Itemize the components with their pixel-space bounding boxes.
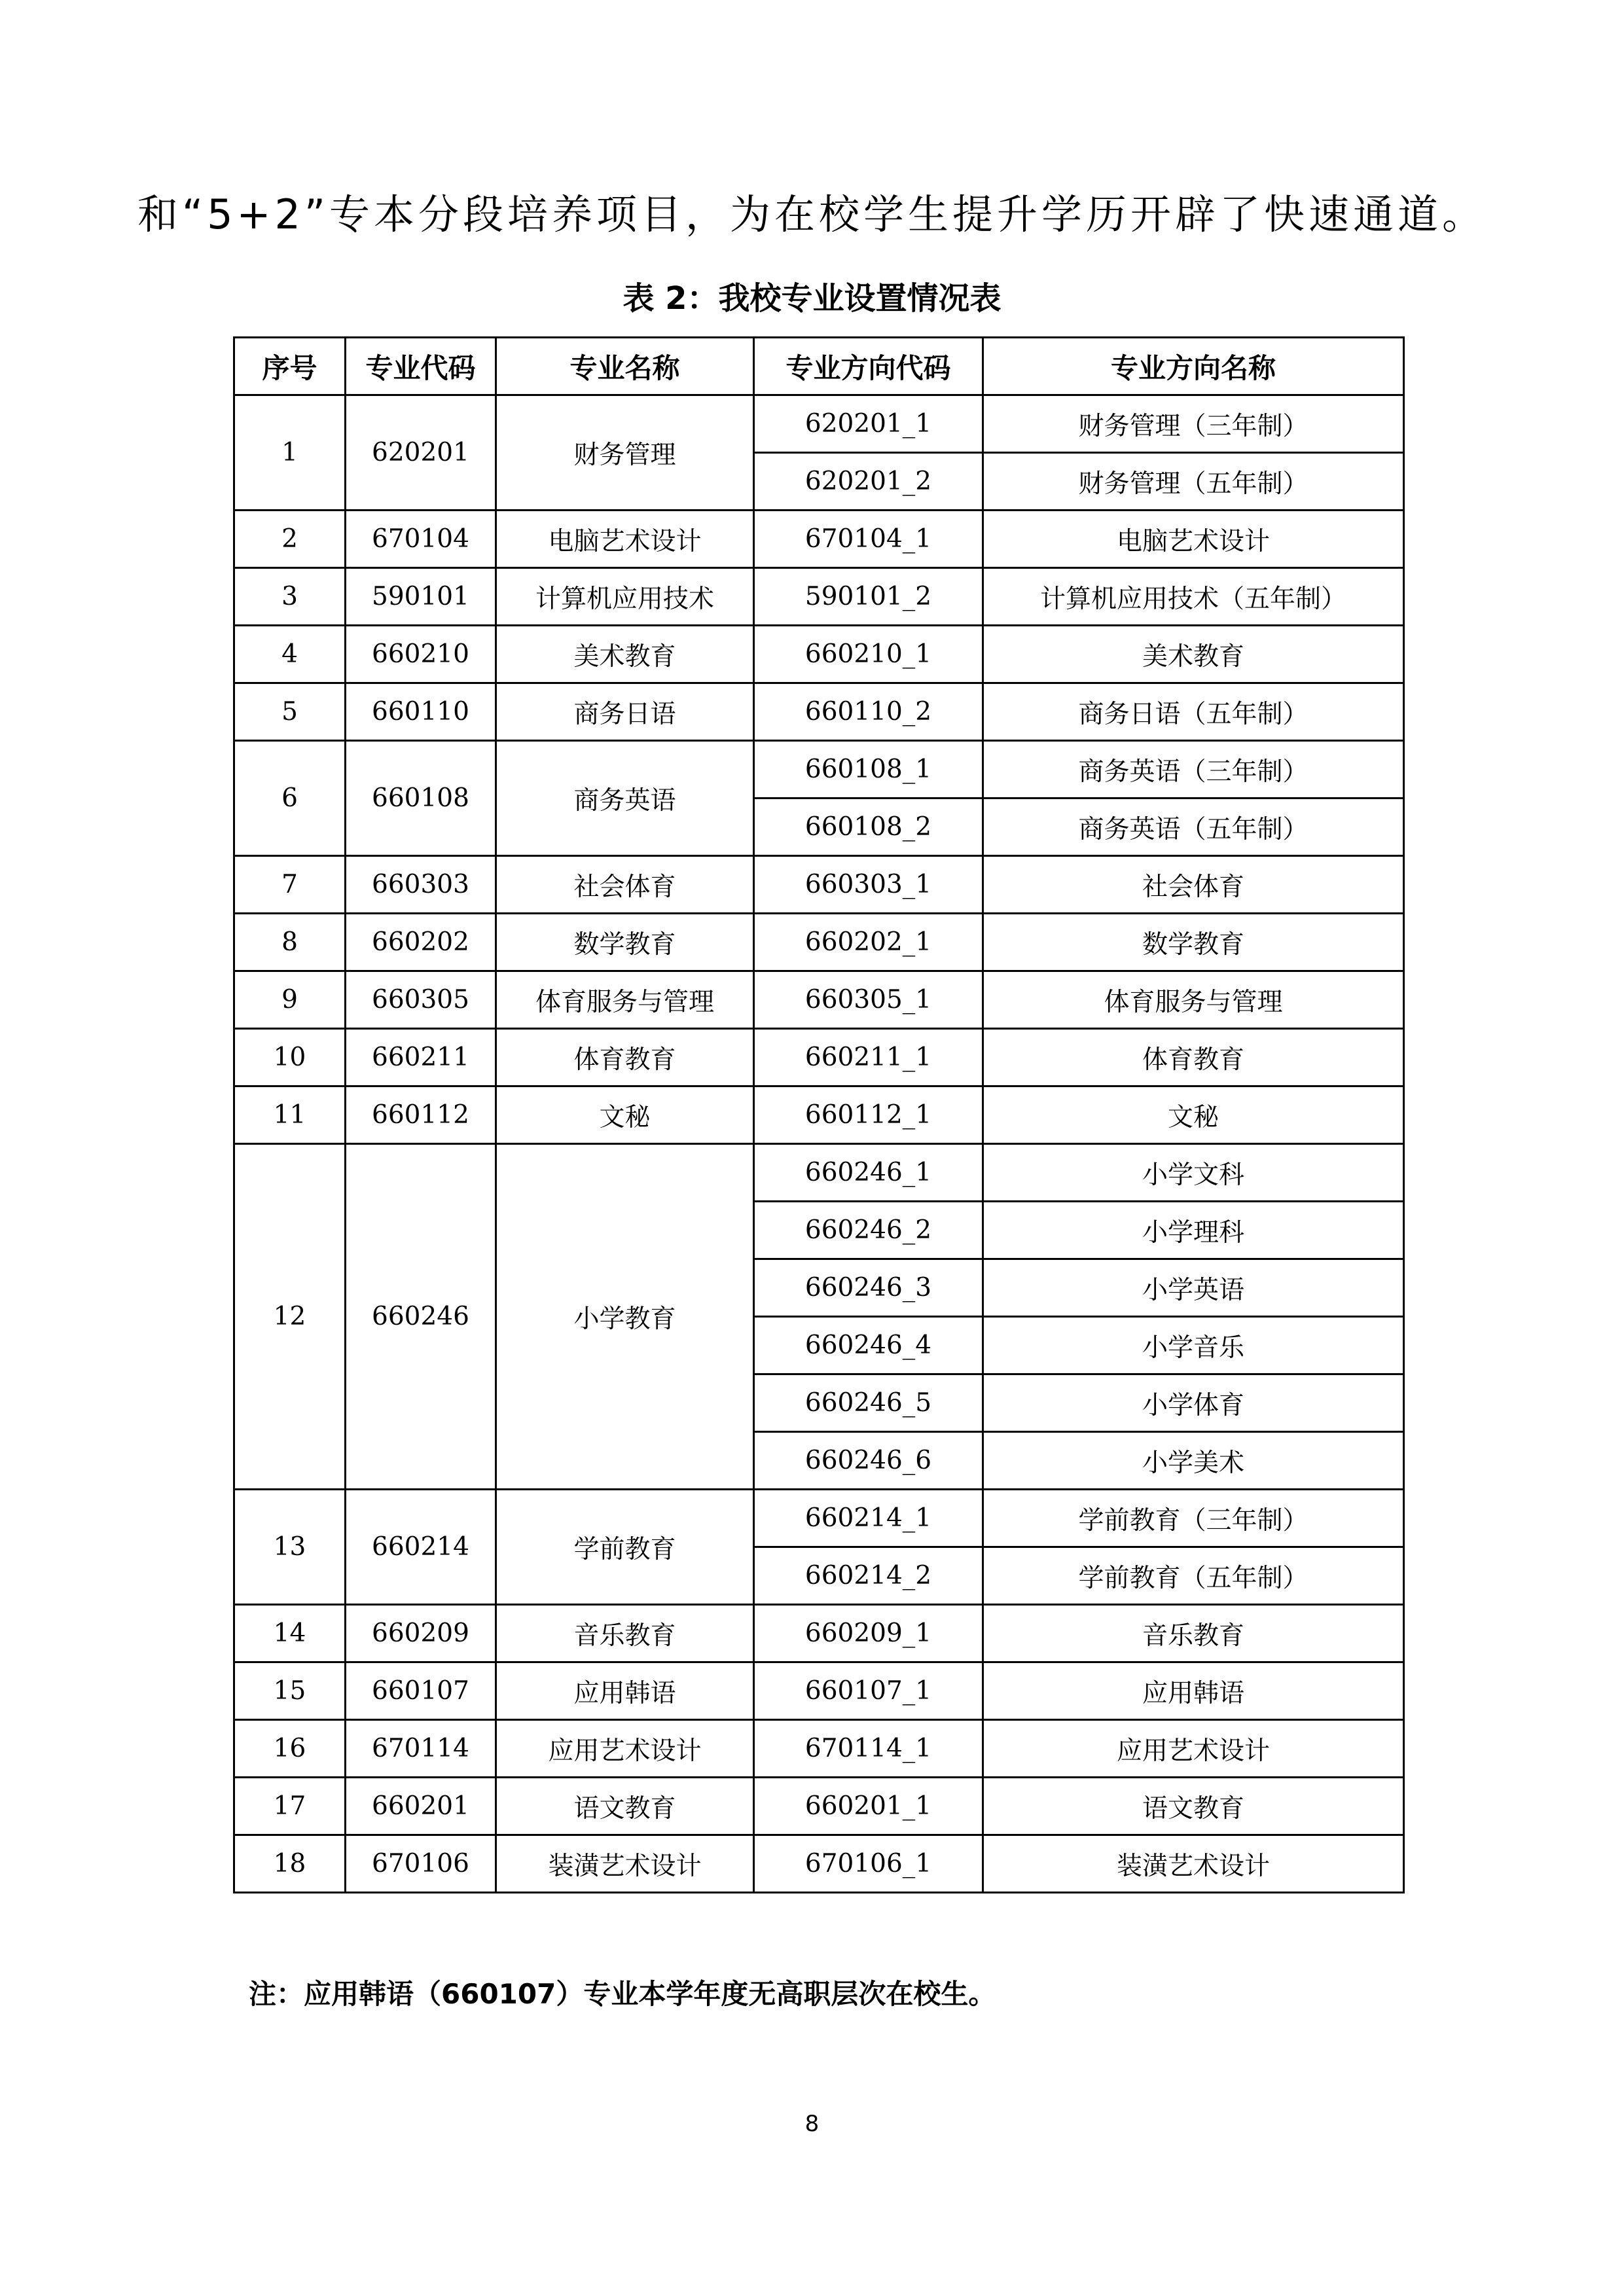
direction-name-cell: 语文教育 — [983, 1778, 1404, 1835]
major-code-cell: 660211 — [346, 1029, 496, 1086]
direction-name-cell: 社会体育 — [983, 856, 1404, 914]
major-code-cell: 620201 — [346, 395, 496, 511]
table-body — [234, 395, 1404, 1893]
direction-code-cell: 620201_2 — [754, 453, 983, 511]
direction-code-cell: 660246_4 — [754, 1317, 983, 1374]
direction-code-cell: 660305_1 — [754, 971, 983, 1029]
major-code-cell: 660305 — [346, 971, 496, 1029]
major-name-cell: 小学教育 — [496, 1144, 754, 1490]
major-code-cell: 660303 — [346, 856, 496, 914]
serial-no-cell: 15 — [234, 1662, 346, 1720]
direction-name-cell: 应用艺术设计 — [983, 1720, 1404, 1778]
serial-no-cell: 5 — [234, 683, 346, 741]
table-row — [234, 1086, 1404, 1144]
major-code-cell: 660110 — [346, 683, 496, 741]
serial-no-cell: 2 — [234, 511, 346, 568]
major-name-cell: 计算机应用技术 — [496, 568, 754, 626]
direction-name-cell: 数学教育 — [983, 914, 1404, 971]
direction-code-cell: 590101_2 — [754, 568, 983, 626]
direction-name-cell: 小学音乐 — [983, 1317, 1404, 1374]
intro-paragraph-line: 和“5+2”专本分段培养项目，为在校学生提升学历开辟了快速通道。 — [137, 190, 1487, 238]
major-name-cell: 财务管理 — [496, 395, 754, 511]
direction-code-cell: 660214_2 — [754, 1547, 983, 1605]
direction-code-cell: 660211_1 — [754, 1029, 983, 1086]
serial-no-cell: 11 — [234, 1086, 346, 1144]
table-row — [234, 1662, 1404, 1720]
major-name-cell: 装潢艺术设计 — [496, 1835, 754, 1893]
major-code-cell: 670104 — [346, 511, 496, 568]
major-name-cell: 音乐教育 — [496, 1605, 754, 1662]
major-name-cell: 体育服务与管理 — [496, 971, 754, 1029]
serial-no-cell: 17 — [234, 1778, 346, 1835]
major-name-cell: 社会体育 — [496, 856, 754, 914]
direction-code-cell: 660246_1 — [754, 1144, 983, 1202]
major-name-cell: 电脑艺术设计 — [496, 511, 754, 568]
direction-code-cell: 660246_2 — [754, 1202, 983, 1259]
direction-name-cell: 装潢艺术设计 — [983, 1835, 1404, 1893]
direction-name-cell: 小学理科 — [983, 1202, 1404, 1259]
direction-name-cell: 商务英语（五年制） — [983, 798, 1404, 856]
serial-no-cell: 14 — [234, 1605, 346, 1662]
major-code-cell: 670114 — [346, 1720, 496, 1778]
direction-code-cell: 660112_1 — [754, 1086, 983, 1144]
table-row — [234, 395, 1404, 453]
direction-name-cell: 音乐教育 — [983, 1605, 1404, 1662]
direction-name-cell: 学前教育（五年制） — [983, 1547, 1404, 1605]
table-row — [234, 1835, 1404, 1893]
header-direction-name: 专业方向名称 — [983, 338, 1404, 395]
major-name-cell: 应用艺术设计 — [496, 1720, 754, 1778]
major-code-cell: 660202 — [346, 914, 496, 971]
table-row — [234, 971, 1404, 1029]
major-name-cell: 美术教育 — [496, 626, 754, 683]
major-code-cell: 660246 — [346, 1144, 496, 1490]
table-row — [234, 1605, 1404, 1662]
direction-name-cell: 小学文科 — [983, 1144, 1404, 1202]
direction-code-cell: 660107_1 — [754, 1662, 983, 1720]
table-row — [234, 1720, 1404, 1778]
direction-name-cell: 体育服务与管理 — [983, 971, 1404, 1029]
direction-code-cell: 620201_1 — [754, 395, 983, 453]
direction-code-cell: 660214_1 — [754, 1490, 983, 1547]
table-header-row — [234, 338, 1404, 395]
major-code-cell: 590101 — [346, 568, 496, 626]
serial-no-cell: 3 — [234, 568, 346, 626]
direction-code-cell: 660201_1 — [754, 1778, 983, 1835]
major-code-cell: 660108 — [346, 741, 496, 856]
direction-code-cell: 660246_3 — [754, 1259, 983, 1317]
direction-code-cell: 660246_5 — [754, 1374, 983, 1432]
major-code-cell: 660201 — [346, 1778, 496, 1835]
table-row — [234, 1029, 1404, 1086]
table-row — [234, 626, 1404, 683]
direction-code-cell: 660303_1 — [754, 856, 983, 914]
direction-name-cell: 体育教育 — [983, 1029, 1404, 1086]
serial-no-cell: 18 — [234, 1835, 346, 1893]
major-code-cell: 660214 — [346, 1490, 496, 1605]
major-name-cell: 应用韩语 — [496, 1662, 754, 1720]
header-direction-code: 专业方向代码 — [754, 338, 983, 395]
major-name-cell: 语文教育 — [496, 1778, 754, 1835]
direction-name-cell: 小学英语 — [983, 1259, 1404, 1317]
direction-code-cell: 660110_2 — [754, 683, 983, 741]
serial-no-cell: 12 — [234, 1144, 346, 1490]
major-name-cell: 体育教育 — [496, 1029, 754, 1086]
direction-code-cell: 660246_6 — [754, 1432, 983, 1490]
header-major-code: 专业代码 — [346, 338, 496, 395]
table-row — [234, 741, 1404, 798]
direction-name-cell: 小学体育 — [983, 1374, 1404, 1432]
direction-code-cell: 670106_1 — [754, 1835, 983, 1893]
direction-name-cell: 商务英语（三年制） — [983, 741, 1404, 798]
direction-code-cell: 660108_1 — [754, 741, 983, 798]
direction-code-cell: 660210_1 — [754, 626, 983, 683]
serial-no-cell: 8 — [234, 914, 346, 971]
direction-name-cell: 商务日语（五年制） — [983, 683, 1404, 741]
direction-code-cell: 660209_1 — [754, 1605, 983, 1662]
table-row — [234, 568, 1404, 626]
table-row — [234, 1490, 1404, 1547]
table-row — [234, 511, 1404, 568]
major-code-cell: 670106 — [346, 1835, 496, 1893]
serial-no-cell: 4 — [234, 626, 346, 683]
direction-name-cell: 文秘 — [983, 1086, 1404, 1144]
serial-no-cell: 7 — [234, 856, 346, 914]
table-row — [234, 683, 1404, 741]
direction-code-cell: 670104_1 — [754, 511, 983, 568]
serial-no-cell: 9 — [234, 971, 346, 1029]
major-code-cell: 660107 — [346, 1662, 496, 1720]
major-name-cell: 学前教育 — [496, 1490, 754, 1605]
table-caption: 表 2：我校专业设置情况表 — [623, 280, 1001, 317]
direction-name-cell: 小学美术 — [983, 1432, 1404, 1490]
direction-code-cell: 660108_2 — [754, 798, 983, 856]
serial-no-cell: 6 — [234, 741, 346, 856]
major-name-cell: 文秘 — [496, 1086, 754, 1144]
table-row — [234, 914, 1404, 971]
direction-name-cell: 财务管理（三年制） — [983, 395, 1404, 453]
table-row — [234, 1778, 1404, 1835]
table-footnote: 注：应用韩语（660107）专业本学年度无高职层次在校生。 — [249, 1978, 996, 2010]
direction-code-cell: 670114_1 — [754, 1720, 983, 1778]
major-code-cell: 660112 — [346, 1086, 496, 1144]
major-code-cell: 660210 — [346, 626, 496, 683]
major-name-cell: 商务英语 — [496, 741, 754, 856]
serial-no-cell: 16 — [234, 1720, 346, 1778]
page-number: 8 — [804, 2111, 820, 2137]
direction-name-cell: 美术教育 — [983, 626, 1404, 683]
major-name-cell: 数学教育 — [496, 914, 754, 971]
major-code-cell: 660209 — [346, 1605, 496, 1662]
majors-table — [233, 336, 1405, 1893]
direction-name-cell: 财务管理（五年制） — [983, 453, 1404, 511]
table-row — [234, 1144, 1404, 1202]
direction-name-cell: 计算机应用技术（五年制） — [983, 568, 1404, 626]
header-major-name: 专业名称 — [496, 338, 754, 395]
serial-no-cell: 10 — [234, 1029, 346, 1086]
direction-code-cell: 660202_1 — [754, 914, 983, 971]
major-name-cell: 商务日语 — [496, 683, 754, 741]
header-serial-no: 序号 — [234, 338, 346, 395]
direction-name-cell: 应用韩语 — [983, 1662, 1404, 1720]
serial-no-cell: 1 — [234, 395, 346, 511]
table-row — [234, 856, 1404, 914]
direction-name-cell: 学前教育（三年制） — [983, 1490, 1404, 1547]
direction-name-cell: 电脑艺术设计 — [983, 511, 1404, 568]
serial-no-cell: 13 — [234, 1490, 346, 1605]
